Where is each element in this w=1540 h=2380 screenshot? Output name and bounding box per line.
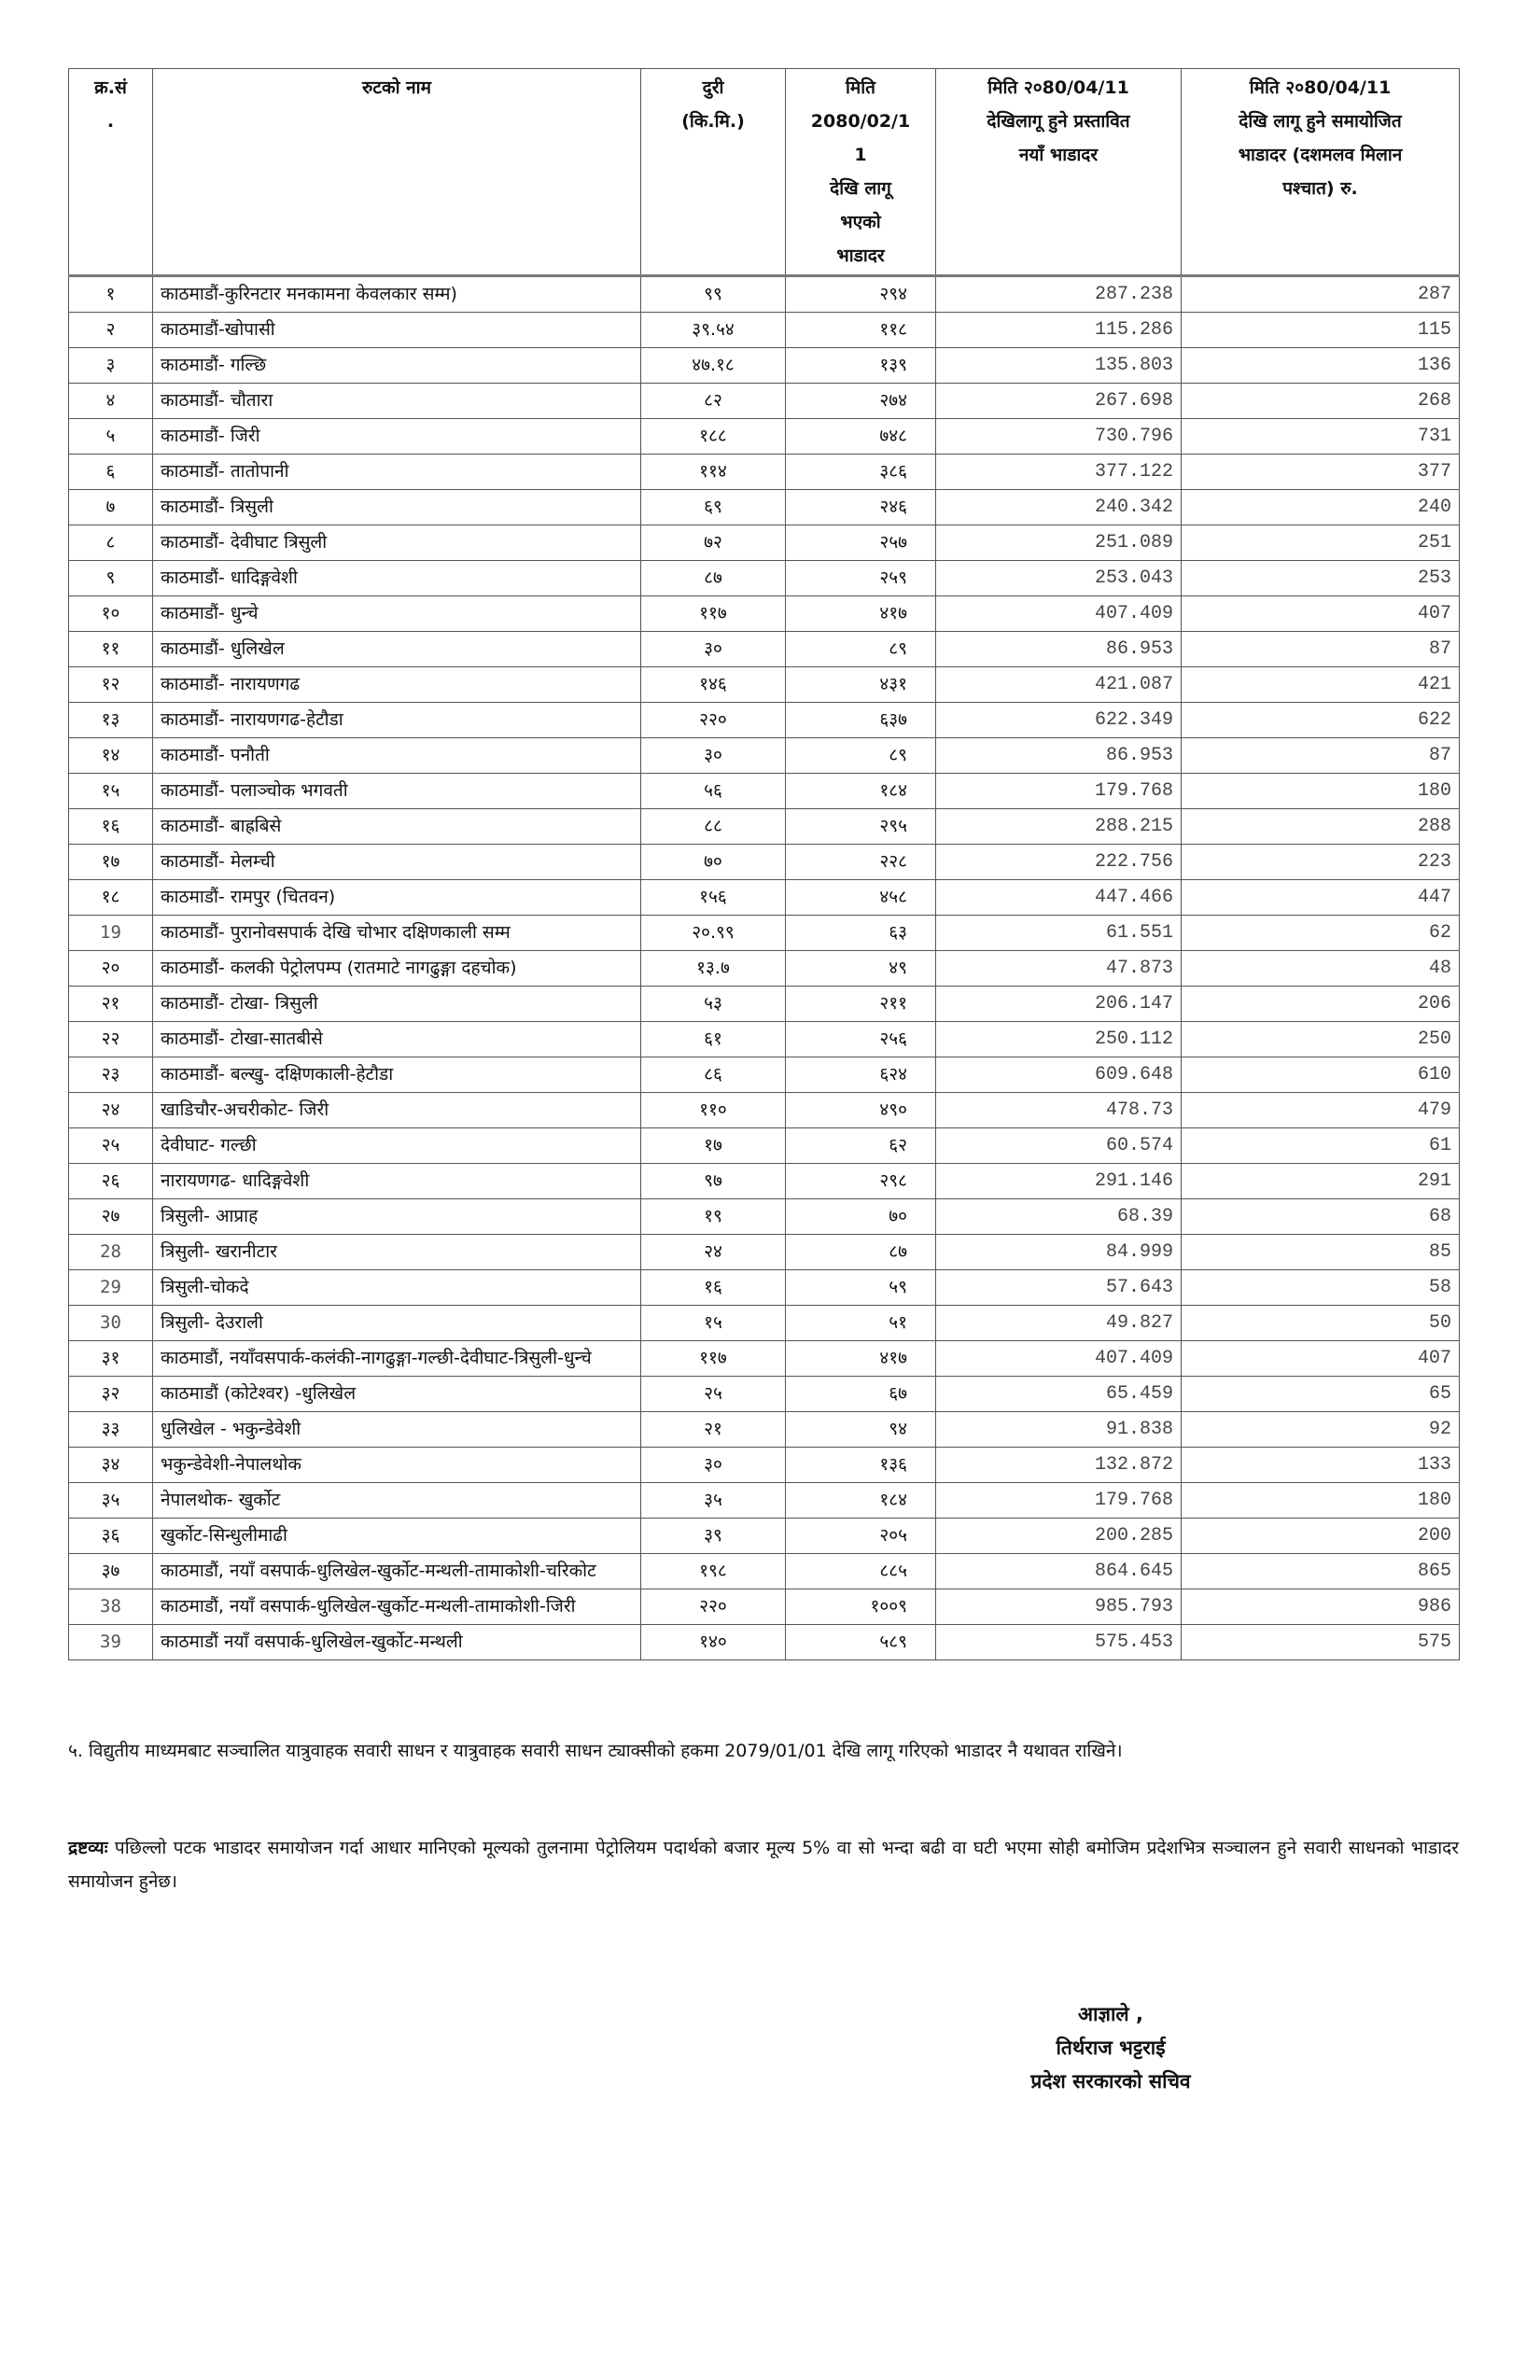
remark-text: पछिल्लो पटक भाडादर समायोजन गर्दा आधार मानिएको मूल्यको तुलनामा पेट्रोलियम पदार्थको बजार मूल्य 5% वा सो भन्दा बढी वा घटी भएमा सोही बमोजिम प्रदेशभित्र सञ्चालन हुने सवारी साधनको भाडादर समायोजन हुनेछ।: [68, 1838, 1459, 1892]
table-row: [69, 419, 1460, 455]
adjusted-fare-cell: 407: [1182, 596, 1460, 632]
serial-cell: ३५: [69, 1483, 153, 1519]
serial-cell: ३३: [69, 1412, 153, 1448]
old-fare-cell: २९५: [786, 809, 936, 845]
old-fare-cell: ४३१: [786, 667, 936, 703]
table-row: [69, 1377, 1460, 1412]
table-row: [69, 1093, 1460, 1128]
route-name-cell: काठमाडौं, नयाँ वसपार्क-धुलिखेल-खुर्कोट-मन्थली-तामाकोशी-चरिकोट: [153, 1554, 641, 1589]
adjusted-fare-cell: 288: [1182, 809, 1460, 845]
old-fare-cell: २९८: [786, 1164, 936, 1199]
table-row: [69, 455, 1460, 490]
distance-cell: ६९: [641, 490, 786, 525]
distance-cell: २५: [641, 1377, 786, 1412]
table-row: [69, 1164, 1460, 1199]
route-name-cell: काठमाडौं- देवीघाट त्रिसुली: [153, 525, 641, 561]
distance-cell: ६१: [641, 1022, 786, 1057]
adjusted-fare-cell: 251: [1182, 525, 1460, 561]
serial-cell: १०: [69, 596, 153, 632]
route-name-cell: काठमाडौं- धुलिखेल: [153, 632, 641, 667]
route-name-cell: काठमाडौं-कुरिनटार मनकामना केवलकार सम्म): [153, 276, 641, 313]
table-row: [69, 1306, 1460, 1341]
old-fare-cell: ५८९: [786, 1625, 936, 1660]
table-row: [69, 313, 1460, 348]
distance-cell: ११०: [641, 1093, 786, 1128]
table-row: [69, 1270, 1460, 1306]
header-proposed-fare: मिति २०80/04/11 देखिलागू हुने प्रस्तावित नयाँ भाडादर: [936, 69, 1182, 276]
proposed-fare-cell: 985.793: [936, 1589, 1182, 1625]
table-row: [69, 1483, 1460, 1519]
adjusted-fare-cell: 115: [1182, 313, 1460, 348]
old-fare-cell: २५७: [786, 525, 936, 561]
table-row: [69, 1128, 1460, 1164]
distance-cell: ७२: [641, 525, 786, 561]
distance-cell: २०.९९: [641, 916, 786, 951]
distance-cell: ५३: [641, 987, 786, 1022]
serial-cell: २: [69, 313, 153, 348]
route-name-cell: काठमाडौं- बाह्रबिसे: [153, 809, 641, 845]
proposed-fare-cell: 447.466: [936, 880, 1182, 916]
table-row: [69, 561, 1460, 596]
proposed-fare-cell: 200.285: [936, 1519, 1182, 1554]
table-row: [69, 1412, 1460, 1448]
route-name-cell: काठमाडौं- पनौती: [153, 738, 641, 774]
signature-block: [980, 1997, 1241, 2098]
header-distance: दुरी (कि.मि.): [641, 69, 786, 276]
old-fare-cell: २११: [786, 987, 936, 1022]
table-row: [69, 1199, 1460, 1235]
adjusted-fare-cell: 447: [1182, 880, 1460, 916]
old-fare-cell: ८८५: [786, 1554, 936, 1589]
old-fare-cell: ७४८: [786, 419, 936, 455]
table-row: [69, 845, 1460, 880]
serial-cell: ५: [69, 419, 153, 455]
table-row: [69, 880, 1460, 916]
distance-cell: ९९: [641, 276, 786, 313]
proposed-fare-cell: 86.953: [936, 632, 1182, 667]
proposed-fare-cell: 251.089: [936, 525, 1182, 561]
route-name-cell: त्रिसुली-चोकदे: [153, 1270, 641, 1306]
adjusted-fare-cell: 250: [1182, 1022, 1460, 1057]
adjusted-fare-cell: 48: [1182, 951, 1460, 987]
note-point-5: ५. विद्युतीय माध्यमबाट सञ्चालित यात्रुवाहक सवारी साधन र यात्रुवाहक सवारी साधन ट्याक्सीको हकमा 2079/01/01 देखि लागू गरिएको भाडादर नै यथावत राखिने।: [68, 1741, 1123, 1761]
old-fare-cell: ४९: [786, 951, 936, 987]
proposed-fare-cell: 287.238: [936, 276, 1182, 313]
adjusted-fare-cell: 62: [1182, 916, 1460, 951]
table-row: [69, 738, 1460, 774]
route-name-cell: काठमाडौं- कलकी पेट्रोलपम्प (रातमाटे नागढुङ्गा दहचोक): [153, 951, 641, 987]
adjusted-fare-cell: 268: [1182, 384, 1460, 419]
serial-cell: ३७: [69, 1554, 153, 1589]
route-name-cell: त्रिसुली- आप्राह: [153, 1199, 641, 1235]
table-row: [69, 1235, 1460, 1270]
serial-cell: २१: [69, 987, 153, 1022]
serial-cell: १६: [69, 809, 153, 845]
proposed-fare-cell: 60.574: [936, 1128, 1182, 1164]
old-fare-cell: ९४: [786, 1412, 936, 1448]
serial-cell: २७: [69, 1199, 153, 1235]
old-fare-cell: २५६: [786, 1022, 936, 1057]
old-fare-cell: १८४: [786, 774, 936, 809]
old-fare-cell: २५९: [786, 561, 936, 596]
proposed-fare-cell: 86.953: [936, 738, 1182, 774]
table-row: [69, 276, 1460, 313]
table-row: [69, 1022, 1460, 1057]
distance-cell: १३.७: [641, 951, 786, 987]
distance-cell: ८२: [641, 384, 786, 419]
route-name-cell: नेपालथोक- खुर्कोट: [153, 1483, 641, 1519]
adjusted-fare-cell: 58: [1182, 1270, 1460, 1306]
proposed-fare-cell: 622.349: [936, 703, 1182, 738]
old-fare-cell: २२८: [786, 845, 936, 880]
proposed-fare-cell: 288.215: [936, 809, 1182, 845]
route-name-cell: देवीघाट- गल्छी: [153, 1128, 641, 1164]
serial-cell: १२: [69, 667, 153, 703]
proposed-fare-cell: 68.39: [936, 1199, 1182, 1235]
distance-cell: ३०: [641, 1448, 786, 1483]
old-fare-cell: ६२४: [786, 1057, 936, 1093]
serial-cell: ३१: [69, 1341, 153, 1377]
distance-cell: १८८: [641, 419, 786, 455]
table-row: [69, 1448, 1460, 1483]
old-fare-cell: ८७: [786, 1235, 936, 1270]
distance-cell: ३५: [641, 1483, 786, 1519]
route-name-cell: भकुन्डेवेशी-नेपालथोक: [153, 1448, 641, 1483]
distance-cell: ३०: [641, 738, 786, 774]
adjusted-fare-cell: 610: [1182, 1057, 1460, 1093]
distance-cell: १५६: [641, 880, 786, 916]
serial-cell: ३: [69, 348, 153, 384]
distance-cell: १५: [641, 1306, 786, 1341]
old-fare-cell: ११८: [786, 313, 936, 348]
proposed-fare-cell: 407.409: [936, 596, 1182, 632]
table-row: [69, 1341, 1460, 1377]
table-row: [69, 1554, 1460, 1589]
adjusted-fare-cell: 180: [1182, 774, 1460, 809]
signature-title: प्रदेश सरकारको सचिव: [1030, 2070, 1191, 2093]
adjusted-fare-cell: 61: [1182, 1128, 1460, 1164]
route-name-cell: काठमाडौं- मेलम्ची: [153, 845, 641, 880]
proposed-fare-cell: 267.698: [936, 384, 1182, 419]
serial-cell: १८: [69, 880, 153, 916]
distance-cell: ८७: [641, 561, 786, 596]
adjusted-fare-cell: 92: [1182, 1412, 1460, 1448]
serial-cell: ४: [69, 384, 153, 419]
proposed-fare-cell: 57.643: [936, 1270, 1182, 1306]
route-name-cell: काठमाडौं- धादिङ्गवेशी: [153, 561, 641, 596]
table-row: [69, 596, 1460, 632]
adjusted-fare-cell: 200: [1182, 1519, 1460, 1554]
serial-cell: १३: [69, 703, 153, 738]
old-fare-cell: ८९: [786, 738, 936, 774]
route-name-cell: काठमाडौं- नारायणगढ-हेटौडा: [153, 703, 641, 738]
serial-cell: 28: [69, 1235, 153, 1270]
serial-cell: ६: [69, 455, 153, 490]
adjusted-fare-cell: 68: [1182, 1199, 1460, 1235]
proposed-fare-cell: 135.803: [936, 348, 1182, 384]
old-fare-cell: २७४: [786, 384, 936, 419]
old-fare-cell: २४६: [786, 490, 936, 525]
adjusted-fare-cell: 87: [1182, 738, 1460, 774]
proposed-fare-cell: 179.768: [936, 774, 1182, 809]
distance-cell: १६: [641, 1270, 786, 1306]
signature-order: आज्ञाले ,: [1078, 2003, 1143, 2025]
old-fare-cell: १००९: [786, 1589, 936, 1625]
distance-cell: ३९.५४: [641, 313, 786, 348]
table-row: [69, 809, 1460, 845]
old-fare-cell: ५९: [786, 1270, 936, 1306]
proposed-fare-cell: 864.645: [936, 1554, 1182, 1589]
proposed-fare-cell: 61.551: [936, 916, 1182, 951]
serial-cell: 39: [69, 1625, 153, 1660]
remark-label: द्रष्टव्यः: [68, 1838, 108, 1858]
route-name-cell: त्रिसुली- खरानीटार: [153, 1235, 641, 1270]
distance-cell: १७: [641, 1128, 786, 1164]
old-fare-cell: १३६: [786, 1448, 936, 1483]
route-name-cell: काठमाडौं (कोटेश्वर) -धुलिखेल: [153, 1377, 641, 1412]
distance-cell: ८८: [641, 809, 786, 845]
proposed-fare-cell: 206.147: [936, 987, 1182, 1022]
proposed-fare-cell: 84.999: [936, 1235, 1182, 1270]
adjusted-fare-cell: 180: [1182, 1483, 1460, 1519]
proposed-fare-cell: 421.087: [936, 667, 1182, 703]
route-name-cell: काठमाडौं- चौतारा: [153, 384, 641, 419]
route-name-cell: काठमाडौं- टोखा-सातबीसे: [153, 1022, 641, 1057]
adjusted-fare-cell: 85: [1182, 1235, 1460, 1270]
proposed-fare-cell: 49.827: [936, 1306, 1182, 1341]
header-adjusted-fare: मिति २०80/04/11 देखि लागू हुने समायोजित भाडादर (दशमलव मिलान पश्चात) रु.: [1182, 69, 1460, 276]
adjusted-fare-cell: 622: [1182, 703, 1460, 738]
adjusted-fare-cell: 253: [1182, 561, 1460, 596]
proposed-fare-cell: 291.146: [936, 1164, 1182, 1199]
old-fare-cell: ६३: [786, 916, 936, 951]
table-header-row: [69, 69, 1460, 276]
adjusted-fare-cell: 136: [1182, 348, 1460, 384]
adjusted-fare-cell: 421: [1182, 667, 1460, 703]
proposed-fare-cell: 253.043: [936, 561, 1182, 596]
proposed-fare-cell: 47.873: [936, 951, 1182, 987]
proposed-fare-cell: 240.342: [936, 490, 1182, 525]
old-fare-cell: ६३७: [786, 703, 936, 738]
table-row: [69, 774, 1460, 809]
distance-cell: ४७.१८: [641, 348, 786, 384]
distance-cell: ५६: [641, 774, 786, 809]
table-row: [69, 951, 1460, 987]
table-row: [69, 1519, 1460, 1554]
adjusted-fare-cell: 575: [1182, 1625, 1460, 1660]
adjusted-fare-cell: 87: [1182, 632, 1460, 667]
serial-cell: २६: [69, 1164, 153, 1199]
distance-cell: ९७: [641, 1164, 786, 1199]
old-fare-cell: ३८६: [786, 455, 936, 490]
adjusted-fare-cell: 50: [1182, 1306, 1460, 1341]
distance-cell: ७०: [641, 845, 786, 880]
route-name-cell: नारायणगढ- धादिङ्गवेशी: [153, 1164, 641, 1199]
distance-cell: ३९: [641, 1519, 786, 1554]
route-name-cell: काठमाडौं- जिरी: [153, 419, 641, 455]
table-row: [69, 1625, 1460, 1660]
serial-cell: २४: [69, 1093, 153, 1128]
distance-cell: २४: [641, 1235, 786, 1270]
route-name-cell: धुलिखेल - भकुन्डेवेशी: [153, 1412, 641, 1448]
route-name-cell: काठमाडौं- बल्खु- दक्षिणकाली-हेटौडा: [153, 1057, 641, 1093]
header-route-name: रुटको नाम: [153, 69, 641, 276]
route-name-cell: काठमाडौं- टोखा- त्रिसुली: [153, 987, 641, 1022]
table-row: [69, 703, 1460, 738]
proposed-fare-cell: 407.409: [936, 1341, 1182, 1377]
serial-cell: ७: [69, 490, 153, 525]
adjusted-fare-cell: 865: [1182, 1554, 1460, 1589]
adjusted-fare-cell: 986: [1182, 1589, 1460, 1625]
table-body: [69, 276, 1460, 1660]
distance-cell: ११७: [641, 1341, 786, 1377]
proposed-fare-cell: 377.122: [936, 455, 1182, 490]
old-fare-cell: २०५: [786, 1519, 936, 1554]
table-row: [69, 987, 1460, 1022]
adjusted-fare-cell: 133: [1182, 1448, 1460, 1483]
serial-cell: २५: [69, 1128, 153, 1164]
serial-cell: 19: [69, 916, 153, 951]
route-name-cell: काठमाडौं-खोपासी: [153, 313, 641, 348]
header-old-fare: मिति 2080/02/1 1 देखि लागू भएको भाडादर: [786, 69, 936, 276]
serial-cell: 29: [69, 1270, 153, 1306]
route-name-cell: खुर्कोट-सिन्धुलीमाढी: [153, 1519, 641, 1554]
serial-cell: १: [69, 276, 153, 313]
old-fare-cell: ४५८: [786, 880, 936, 916]
adjusted-fare-cell: 407: [1182, 1341, 1460, 1377]
proposed-fare-cell: 179.768: [936, 1483, 1182, 1519]
table-row: [69, 384, 1460, 419]
old-fare-cell: ८९: [786, 632, 936, 667]
remark-note: [68, 1831, 1459, 1898]
serial-cell: ८: [69, 525, 153, 561]
route-name-cell: काठमाडौं- तातोपानी: [153, 455, 641, 490]
table-row: [69, 525, 1460, 561]
serial-cell: २२: [69, 1022, 153, 1057]
route-name-cell: काठमाडौं- पुरानोवसपार्क देखि चोभार दक्षिणकाली सम्म: [153, 916, 641, 951]
serial-cell: 30: [69, 1306, 153, 1341]
adjusted-fare-cell: 287: [1182, 276, 1460, 313]
route-name-cell: त्रिसुली- देउराली: [153, 1306, 641, 1341]
old-fare-cell: १८४: [786, 1483, 936, 1519]
serial-cell: ३२: [69, 1377, 153, 1412]
table-row: [69, 1057, 1460, 1093]
proposed-fare-cell: 65.459: [936, 1377, 1182, 1412]
old-fare-cell: ४१७: [786, 1341, 936, 1377]
old-fare-cell: ६२: [786, 1128, 936, 1164]
signature-name: तिर्थराज भट्टराई: [1056, 2037, 1166, 2059]
route-name-cell: काठमाडौं- त्रिसुली: [153, 490, 641, 525]
serial-cell: १७: [69, 845, 153, 880]
old-fare-cell: ६७: [786, 1377, 936, 1412]
serial-cell: 38: [69, 1589, 153, 1625]
adjusted-fare-cell: 223: [1182, 845, 1460, 880]
old-fare-cell: ५१: [786, 1306, 936, 1341]
distance-cell: १९: [641, 1199, 786, 1235]
proposed-fare-cell: 250.112: [936, 1022, 1182, 1057]
distance-cell: १४६: [641, 667, 786, 703]
proposed-fare-cell: 91.838: [936, 1412, 1182, 1448]
route-name-cell: काठमाडौं- रामपुर (चितवन): [153, 880, 641, 916]
old-fare-cell: ४९०: [786, 1093, 936, 1128]
route-name-cell: काठमाडौं नयाँ वसपार्क-धुलिखेल-खुर्कोट-मन्थली: [153, 1625, 641, 1660]
route-name-cell: खाडिचौर-अचरीकोट- जिरी: [153, 1093, 641, 1128]
distance-cell: १९८: [641, 1554, 786, 1589]
adjusted-fare-cell: 206: [1182, 987, 1460, 1022]
serial-cell: २०: [69, 951, 153, 987]
distance-cell: ३०: [641, 632, 786, 667]
route-name-cell: काठमाडौं- पलाञ्चोक भगवती: [153, 774, 641, 809]
proposed-fare-cell: 575.453: [936, 1625, 1182, 1660]
proposed-fare-cell: 609.648: [936, 1057, 1182, 1093]
adjusted-fare-cell: 65: [1182, 1377, 1460, 1412]
adjusted-fare-cell: 731: [1182, 419, 1460, 455]
serial-cell: ११: [69, 632, 153, 667]
proposed-fare-cell: 115.286: [936, 313, 1182, 348]
serial-cell: १४: [69, 738, 153, 774]
old-fare-cell: २९४: [786, 276, 936, 313]
distance-cell: ११७: [641, 596, 786, 632]
distance-cell: ११४: [641, 455, 786, 490]
serial-cell: २३: [69, 1057, 153, 1093]
route-name-cell: काठमाडौं, नयाँवसपार्क-कलंकी-नागढुङ्गा-गल्छी-देवीघाट-त्रिसुली-धुन्चे: [153, 1341, 641, 1377]
serial-cell: १५: [69, 774, 153, 809]
old-fare-cell: १३९: [786, 348, 936, 384]
serial-cell: ९: [69, 561, 153, 596]
distance-cell: २२०: [641, 703, 786, 738]
old-fare-cell: ४१७: [786, 596, 936, 632]
route-name-cell: काठमाडौं, नयाँ वसपार्क-धुलिखेल-खुर्कोट-मन्थली-तामाकोशी-जिरी: [153, 1589, 641, 1625]
adjusted-fare-cell: 377: [1182, 455, 1460, 490]
distance-cell: २१: [641, 1412, 786, 1448]
fare-table: [68, 68, 1460, 1660]
proposed-fare-cell: 222.756: [936, 845, 1182, 880]
adjusted-fare-cell: 291: [1182, 1164, 1460, 1199]
route-name-cell: काठमाडौं- धुन्चे: [153, 596, 641, 632]
adjusted-fare-cell: 240: [1182, 490, 1460, 525]
route-name-cell: काठमाडौं- नारायणगढ: [153, 667, 641, 703]
serial-cell: ३६: [69, 1519, 153, 1554]
table-row: [69, 667, 1460, 703]
distance-cell: २२०: [641, 1589, 786, 1625]
distance-cell: ८६: [641, 1057, 786, 1093]
proposed-fare-cell: 478.73: [936, 1093, 1182, 1128]
table-row: [69, 348, 1460, 384]
table-row: [69, 490, 1460, 525]
adjusted-fare-cell: 479: [1182, 1093, 1460, 1128]
proposed-fare-cell: 132.872: [936, 1448, 1182, 1483]
proposed-fare-cell: 730.796: [936, 419, 1182, 455]
table-row: [69, 632, 1460, 667]
old-fare-cell: ७०: [786, 1199, 936, 1235]
serial-cell: ३४: [69, 1448, 153, 1483]
table-row: [69, 916, 1460, 951]
header-serial: क्र.सं .: [69, 69, 153, 276]
distance-cell: १४०: [641, 1625, 786, 1660]
table-row: [69, 1589, 1460, 1625]
route-name-cell: काठमाडौं- गल्छि: [153, 348, 641, 384]
